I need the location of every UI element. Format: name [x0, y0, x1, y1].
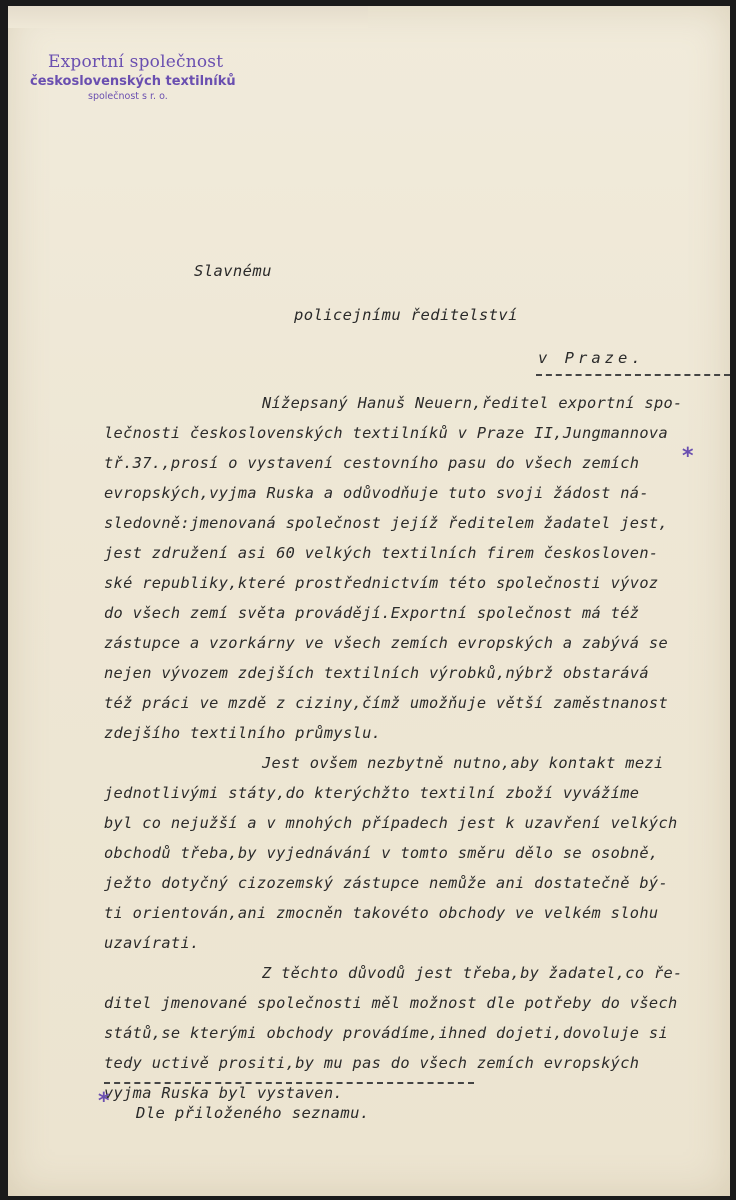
body-line: do všech zemí světa provádějí.Exportní společnost má též	[104, 604, 640, 622]
body-line: jednotlivými státy,do kterýchžto textilní zboží vyvážíme	[104, 784, 640, 802]
addressee: policejnímu ředitelství	[294, 306, 518, 324]
city-line: v Praze.	[538, 349, 645, 367]
body-line: byl co nejužší a v mnohých případech jest k uzavření velkých	[104, 814, 678, 832]
separator-dashes-bottom	[104, 1082, 474, 1084]
salutation: Slavnému	[194, 262, 272, 280]
body-line: Nížepsaný Hanuš Neuern,ředitel exportní spo-	[262, 394, 683, 412]
body-line: jest združení asi 60 velkých textilních firem českosloven-	[104, 544, 659, 562]
body-line: Z těchto důvodů jest třeba,by žadatel,co ře-	[262, 964, 683, 982]
stamp-company-subtitle: československých textilníků	[30, 74, 236, 89]
body-line: uzavírati.	[104, 934, 200, 952]
body-line: ti orientován,ani zmocněn takovéto obchody ve velkém slohu	[104, 904, 659, 922]
body-line: Jest ovšem nezbytně nutno,aby kontakt mezi	[262, 754, 664, 772]
body-line: zástupce a vzorkárny ve všech zemích evropských a zabývá se	[104, 634, 669, 652]
body-line: sledovně:jmenovaná společnost jejíž ředitelem žadatel jest,	[104, 514, 669, 532]
body-line: ježto dotyčný cizozemský zástupce nemůže ani dostatečně bý-	[104, 874, 669, 892]
paper-tear	[8, 6, 368, 28]
stamp-legal-form: společnost s r. o.	[88, 91, 168, 102]
footnote: Dle přiloženého seznamu.	[136, 1104, 370, 1122]
body-line: lečnosti československých textilníků v Praze II,Jungmannova	[104, 424, 669, 442]
asterisk-mark-icon: *	[98, 1089, 110, 1114]
asterisk-mark-icon: *	[682, 444, 694, 469]
stamp-company-name: Exportní společnost	[48, 52, 224, 72]
body-line: evropských,vyjma Ruska a odůvodňuje tuto svoji žádost ná-	[104, 484, 649, 502]
body-line: též práci ve mzdě z ciziny,čímž umožňuje větší zaměstnanost	[104, 694, 669, 712]
body-line: států,se kterými obchody provádíme,ihned dojeti,dovoluje si	[104, 1024, 669, 1042]
letter-body	[104, 388, 724, 1108]
body-line: obchodů třeba,by vyjednávání v tomto směru dělo se osobně,	[104, 844, 659, 862]
body-line: vyjma Ruska byl vystaven.	[104, 1084, 343, 1102]
body-line: tedy uctivě prositi,by mu pas do všech zemích evropských	[104, 1054, 640, 1072]
document-page	[8, 6, 730, 1196]
body-line: zdejšího textilního průmyslu.	[104, 724, 382, 742]
separator-dashes-top	[536, 374, 730, 376]
body-line: ské republiky,které prostřednictvím této společnosti vývoz	[104, 574, 659, 592]
body-line: ditel jmenované společnosti měl možnost dle potřeby do všech	[104, 994, 678, 1012]
body-line: nejen vývozem zdejších textilních výrobků,nýbrž obstarává	[104, 664, 649, 682]
body-line: tř.37.,prosí o vystavení cestovního pasu do všech zemích	[104, 454, 640, 472]
